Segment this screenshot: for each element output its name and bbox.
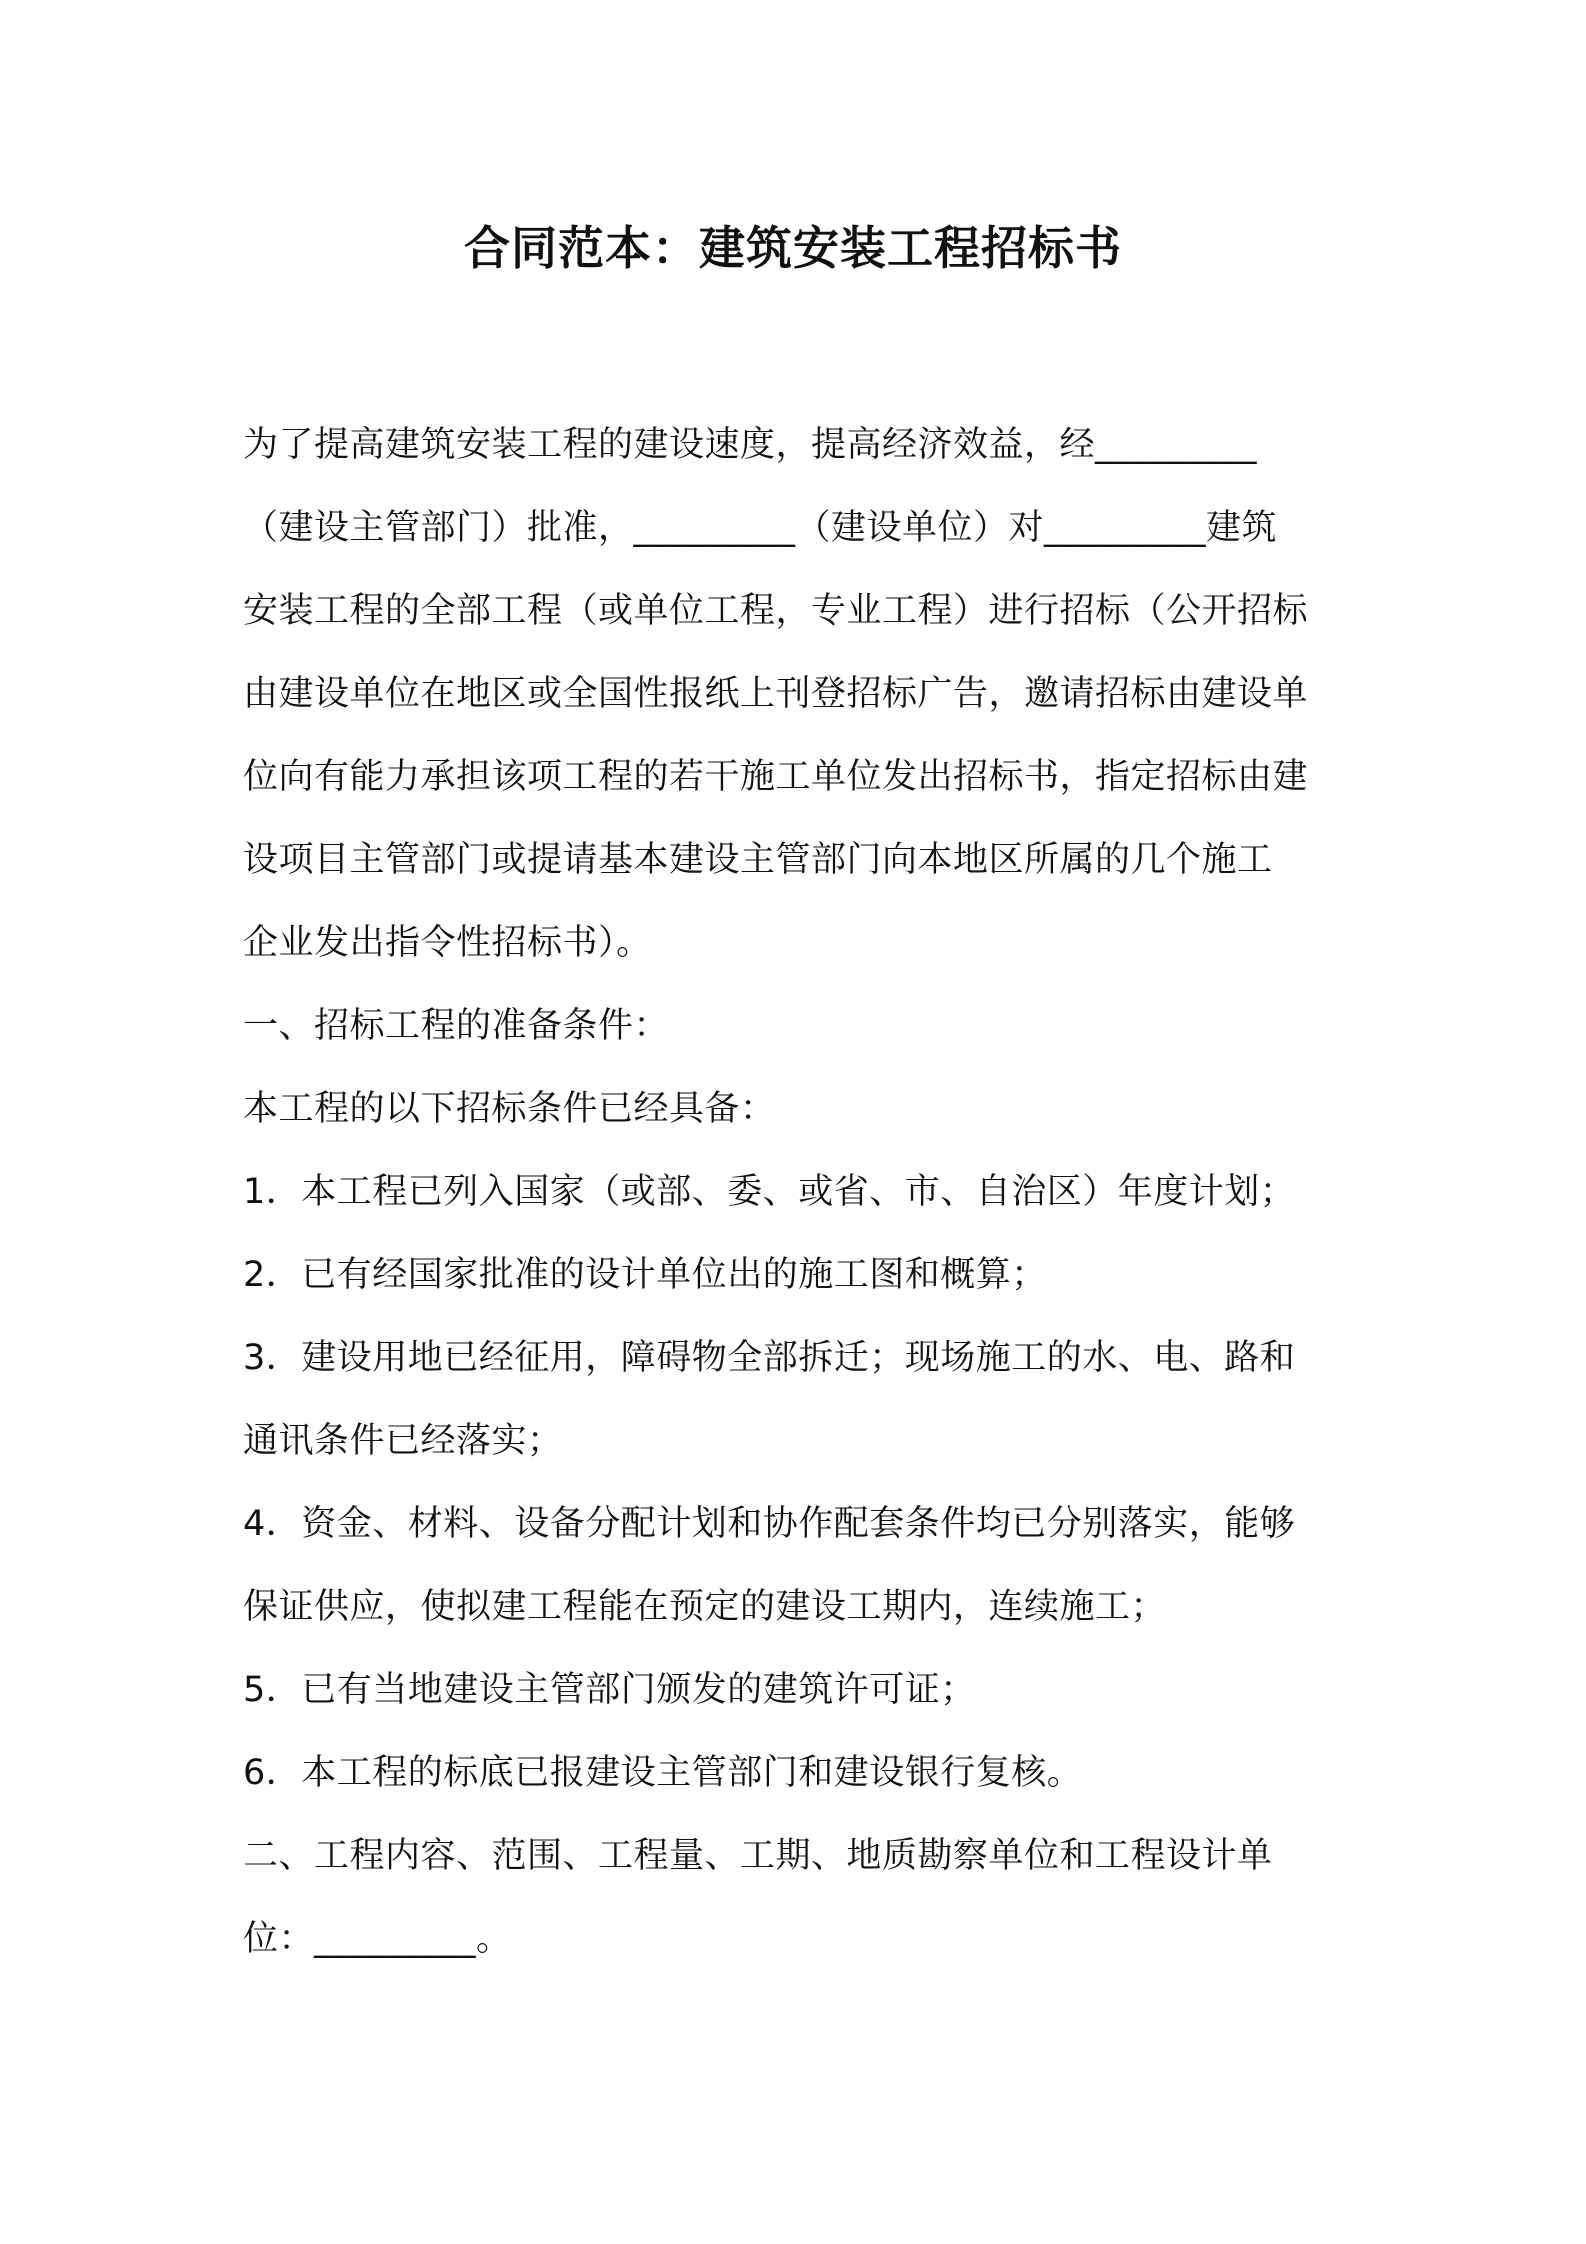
condition-item-4-line-1: 4．资金、材料、设备分配计划和协作配套条件均已分别落实，能够 (243, 1504, 1296, 1544)
condition-item-4-line-2: 保证供应，使拟建工程能在预定的建设工期内，连续施工； (243, 1587, 1167, 1627)
document-title: 合同范本：建筑安装工程招标书 (464, 221, 1122, 275)
paragraph-intro-line-7: 企业发出指令性招标书）。 (243, 923, 652, 963)
condition-item-1: 1．本工程已列入国家（或部、委、或省、市、自治区）年度计划； (243, 1172, 1296, 1212)
section-1-intro: 本工程的以下招标条件已经具备： (243, 1089, 776, 1129)
condition-item-6: 6．本工程的标底已报建设主管部门和建设银行复核。 (243, 1753, 1083, 1793)
section-heading-2-line-1: 二、工程内容、范围、工程量、工期、地质勘察单位和工程设计单 (243, 1836, 1273, 1876)
paragraph-intro-line-2: （建设主管部门）批准，_________（建设单位）对_________建筑 (243, 508, 1278, 548)
document-body (243, 404, 1358, 1981)
condition-item-3-line-2: 通讯条件已经落实； (243, 1421, 563, 1461)
section-heading-1: 一、招标工程的准备条件： (243, 1006, 670, 1046)
paragraph-intro-line-1: 为了提高建筑安装工程的建设速度，提高经济效益，经_________ (243, 425, 1258, 465)
paragraph-intro-line-4: 由建设单位在地区或全国性报纸上刊登招标广告，邀请招标由建设单 (243, 674, 1309, 714)
condition-item-3-line-1: 3．建设用地已经征用，障碍物全部拆迁；现场施工的水、电、路和 (243, 1338, 1296, 1378)
paragraph-intro-line-6: 设项目主管部门或提请基本建设主管部门向本地区所属的几个施工 (243, 840, 1273, 880)
paragraph-intro-line-5: 位向有能力承担该项工程的若干施工单位发出招标书，指定招标由建 (243, 757, 1309, 797)
condition-item-5: 5．已有当地建设主管部门颁发的建筑许可证； (243, 1670, 976, 1710)
paragraph-intro-line-3: 安装工程的全部工程（或单位工程，专业工程）进行招标（公开招标 (243, 591, 1309, 631)
section-heading-2-line-2: 位：_________。 (243, 1919, 512, 1959)
condition-item-2: 2．已有经国家批准的设计单位出的施工图和概算； (243, 1255, 1047, 1295)
